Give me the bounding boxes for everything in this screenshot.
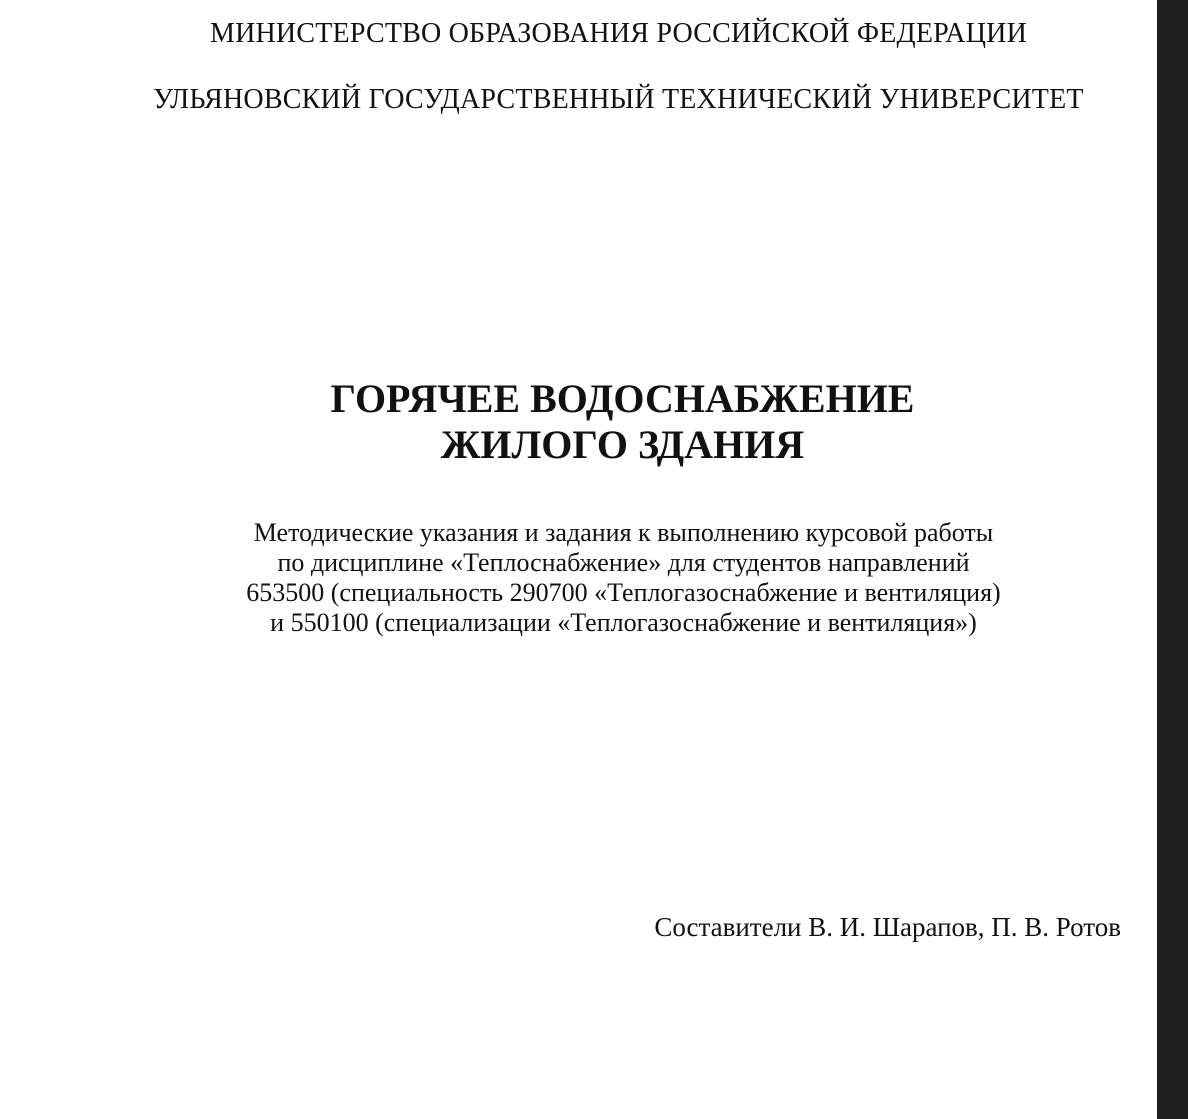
description-line-4: и 550100 (специализации «Теплогазоснабжение и вентиляция») <box>270 608 977 637</box>
document-description <box>80 518 1167 638</box>
document-title <box>80 376 1165 468</box>
university-heading: УЛЬЯНОВСКИЙ ГОСУДАРСТВЕННЫЙ ТЕХНИЧЕСКИЙ УНИВЕРСИТЕТ <box>153 84 1084 115</box>
ministry-heading: МИНИСТЕРСТВО ОБРАЗОВАНИЯ РОССИЙСКОЙ ФЕДЕРАЦИИ <box>209 18 1027 49</box>
title-line-2: ЖИЛОГО ЗДАНИЯ <box>440 422 805 467</box>
left-margin <box>0 0 80 1119</box>
title-line-1: ГОРЯЧЕЕ ВОДОСНАБЖЕНИЕ <box>330 376 915 421</box>
description-line-2: по дисциплине «Теплоснабжение» для студентов направлений <box>277 548 970 577</box>
description-line-1: Методические указания и задания к выполнению курсовой работы <box>253 518 994 547</box>
document-page <box>80 0 1157 1119</box>
description-line-3: 653500 (специальность 290700 «Теплогазоснабжение и вентиляция) <box>246 578 1001 607</box>
compilers-line: Составители В. И. Шарапов, П. В. Ротов <box>654 912 1121 942</box>
right-dark-border <box>1157 0 1188 1119</box>
